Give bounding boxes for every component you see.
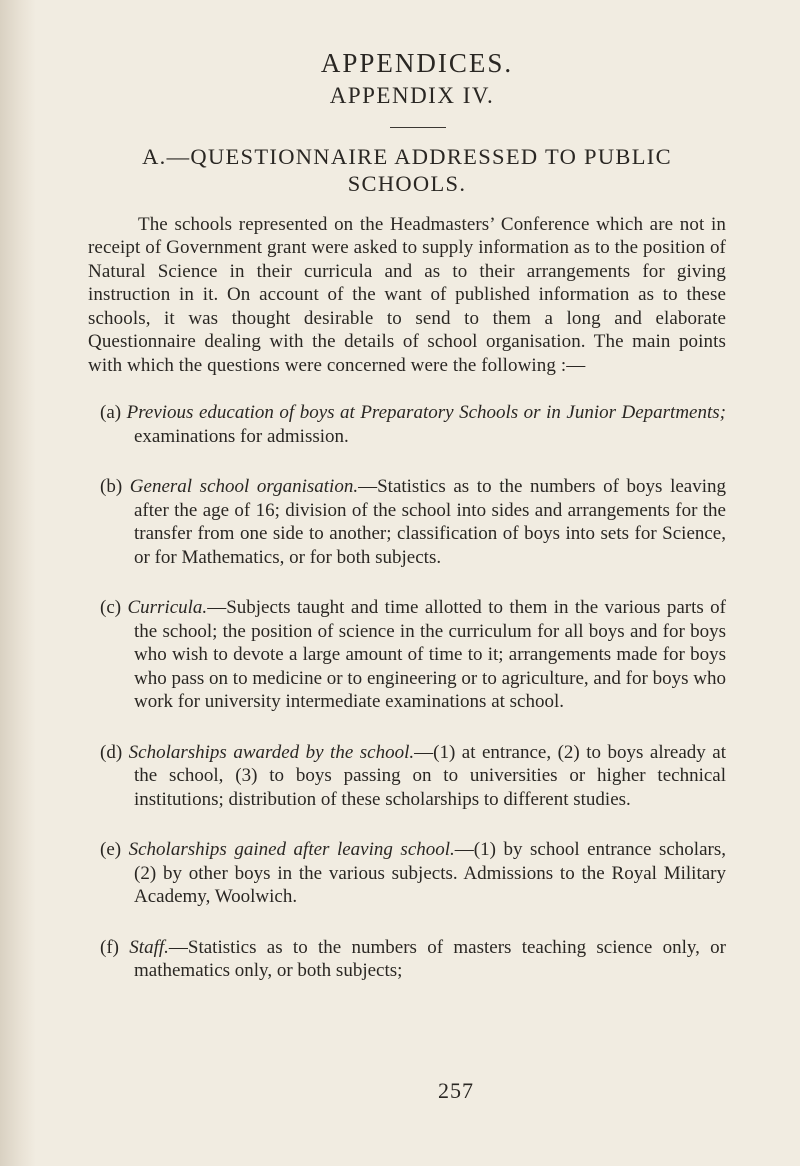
document-page: [88, 48, 727, 1103]
item-text: —(1) by school entrance scholars, (2) by other boys in the various subjects. Admissions to the Royal Military Academy, Woolwich.: [134, 839, 726, 908]
item-heading: Scholarships awarded by the school.: [128, 741, 415, 763]
item-marker: (d): [100, 741, 123, 763]
item-text: —Statistics as to the numbers of masters teaching science only, or mathematics only, or both subjects;: [134, 936, 727, 982]
list-item: [88, 741, 726, 812]
title-rule: [390, 127, 446, 128]
item-heading: Scholarships gained after leaving school.: [128, 839, 455, 861]
running-head: APPENDICES.: [320, 48, 514, 78]
questionnaire-points-list: [88, 401, 726, 983]
page-number: 257: [438, 1078, 474, 1103]
item-heading: Previous education of boys at Preparatory Schools or in Junior Departments;: [126, 402, 726, 424]
item-heading: Curricula.: [127, 597, 208, 619]
item-marker: (e): [100, 839, 122, 861]
list-item: [88, 596, 726, 714]
list-item: [88, 475, 726, 569]
item-heading: General school organisation.: [129, 476, 359, 498]
item-marker: (a): [100, 402, 122, 424]
page-edge-shadow: [0, 0, 36, 1166]
section-title: [88, 144, 726, 196]
list-item: [88, 936, 726, 983]
intro-paragraph: The schools represented on the Headmasters’ Conference which are not in receipt of Government grant were asked to supply information as to the position of Natural Science in their curricula and as to their arrangements for giving instruction in it. On account of the want of published information as to these schools, it was thought desirable to send to them a long and elaborate Questionnaire dealing with the details of school organisation. The main points with which the questions were concerned were the following :—: [88, 213, 726, 376]
list-item: [88, 838, 726, 909]
item-marker: (c): [100, 597, 122, 619]
item-text: —(1) at entrance, (2) to boys already at the school, (3) to boys passing on to universities or higher technical institutions; distribution of these scholarships to different studies.: [134, 741, 727, 810]
item-text: —Subjects taught and time allotted to them in the various parts of the school; the position of science in the curriculum for all boys and for boys who wish to devote a large amount of time to it; arrangements made for boys who pass on to medicine or to engineering or to agriculture, and for boys who work for university intermediate examinations at school.: [134, 597, 726, 713]
list-item: [88, 401, 726, 448]
item-marker: (f): [100, 936, 119, 958]
item-marker: (b): [100, 476, 123, 498]
section-title-line-2: SCHOOLS.: [347, 170, 467, 196]
item-text: examinations for admission.: [134, 425, 349, 447]
appendix-title: APPENDIX IV.: [329, 83, 495, 109]
section-title-line-1: A.—QUESTIONNAIRE ADDRESSED TO PUBLIC: [142, 144, 672, 170]
item-heading: Staff.: [129, 936, 169, 958]
item-text: —Statistics as to the numbers of boys leaving after the age of 16; division of the school into sides and arrangements for the transfer from one side to another; classification of boys into sets for Science, or for Mathematics, or for both subjects.: [134, 476, 727, 568]
